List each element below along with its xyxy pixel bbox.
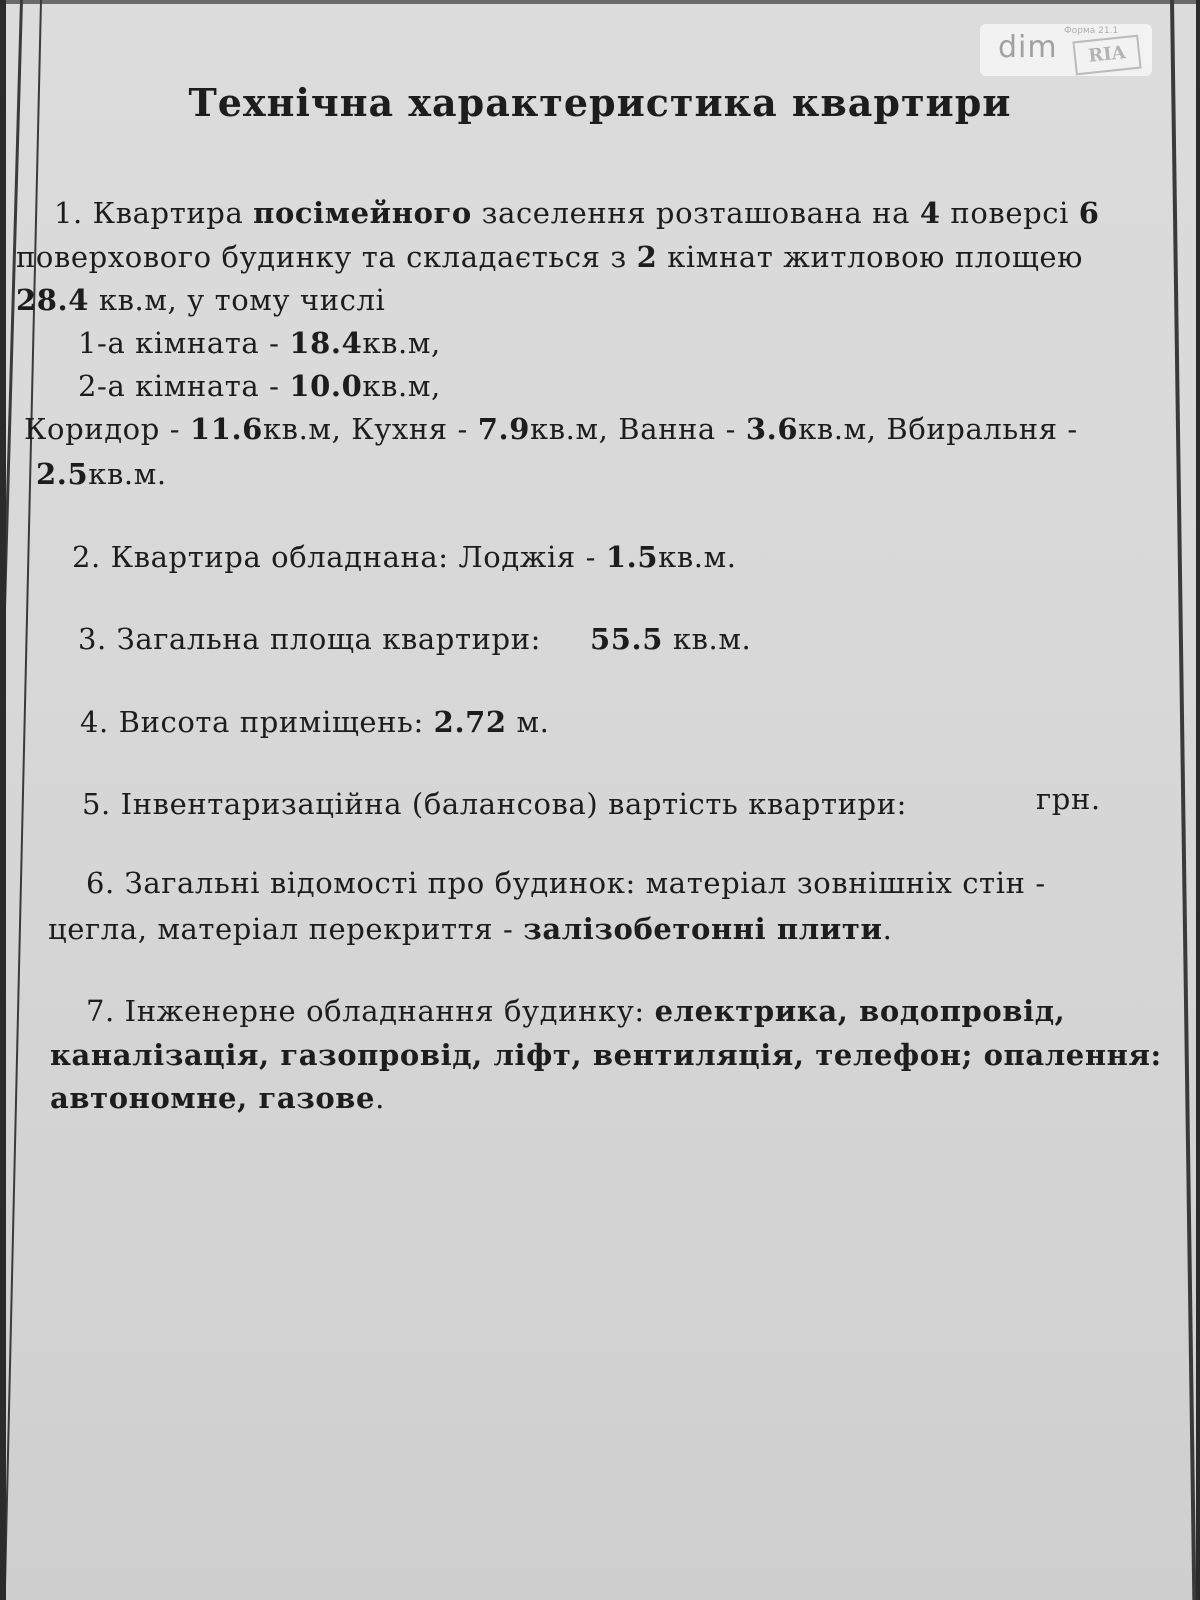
p1-line2: поверхового будинку та складається з 2 кімнат житловою площею — [16, 240, 1083, 274]
p6-line1: 6. Загальні відомості про будинок: матеріал зовнішніх стін - — [86, 866, 1046, 900]
p1-line6: Коридор - 11.6кв.м, Кухня - 7.9кв.м, Ванна - 3.6кв.м, Вбиральня - — [24, 412, 1078, 446]
page-title: Технічна характеристика квартири — [188, 80, 1012, 125]
p5-currency: грн. — [1036, 782, 1101, 816]
top-edge — [6, 0, 1196, 4]
p7-line3: автономне, газове. — [50, 1081, 385, 1115]
p7-line1: 7. Інженерне обладнання будинку: електрика, водопровід, — [86, 994, 1066, 1028]
p3-value: 55.5 кв.м. — [590, 622, 752, 656]
p7-line2: каналізація, газопровід, ліфт, вентиляція, телефон; опалення: — [50, 1038, 1162, 1072]
p4-line: 4. Висота приміщень: 2.72 м. — [80, 705, 550, 739]
right-frame-line — [1170, 0, 1196, 1600]
p1-line7: 2.5кв.м. — [36, 457, 167, 491]
watermark-brand: dim — [998, 30, 1058, 65]
p1-room2: 2-а кімната - 10.0кв.м, — [78, 369, 441, 403]
p2-line: 2. Квартира обладнана: Лоджія - 1.5кв.м. — [72, 540, 737, 574]
watermark-logo — [980, 24, 1152, 76]
p1-line3: 28.4 кв.м, у тому числі — [16, 283, 386, 317]
p6-line2: цегла, матеріал перекриття - залізобетонні плити. — [48, 912, 893, 946]
p1-line1: 1. Квартира посімейного заселення розташована на 4 поверсі 6 — [54, 196, 1100, 230]
p3-label: 3. Загальна площа квартири: — [78, 622, 541, 656]
p1-room1: 1-а кімната - 18.4кв.м, — [78, 326, 441, 360]
watermark-form-number: Форма 21.1 — [1064, 26, 1119, 36]
watermark-ria-stamp: RIA — [1072, 35, 1141, 76]
p5-label: 5. Інвентаризаційна (балансова) вартість квартири: — [82, 787, 907, 821]
